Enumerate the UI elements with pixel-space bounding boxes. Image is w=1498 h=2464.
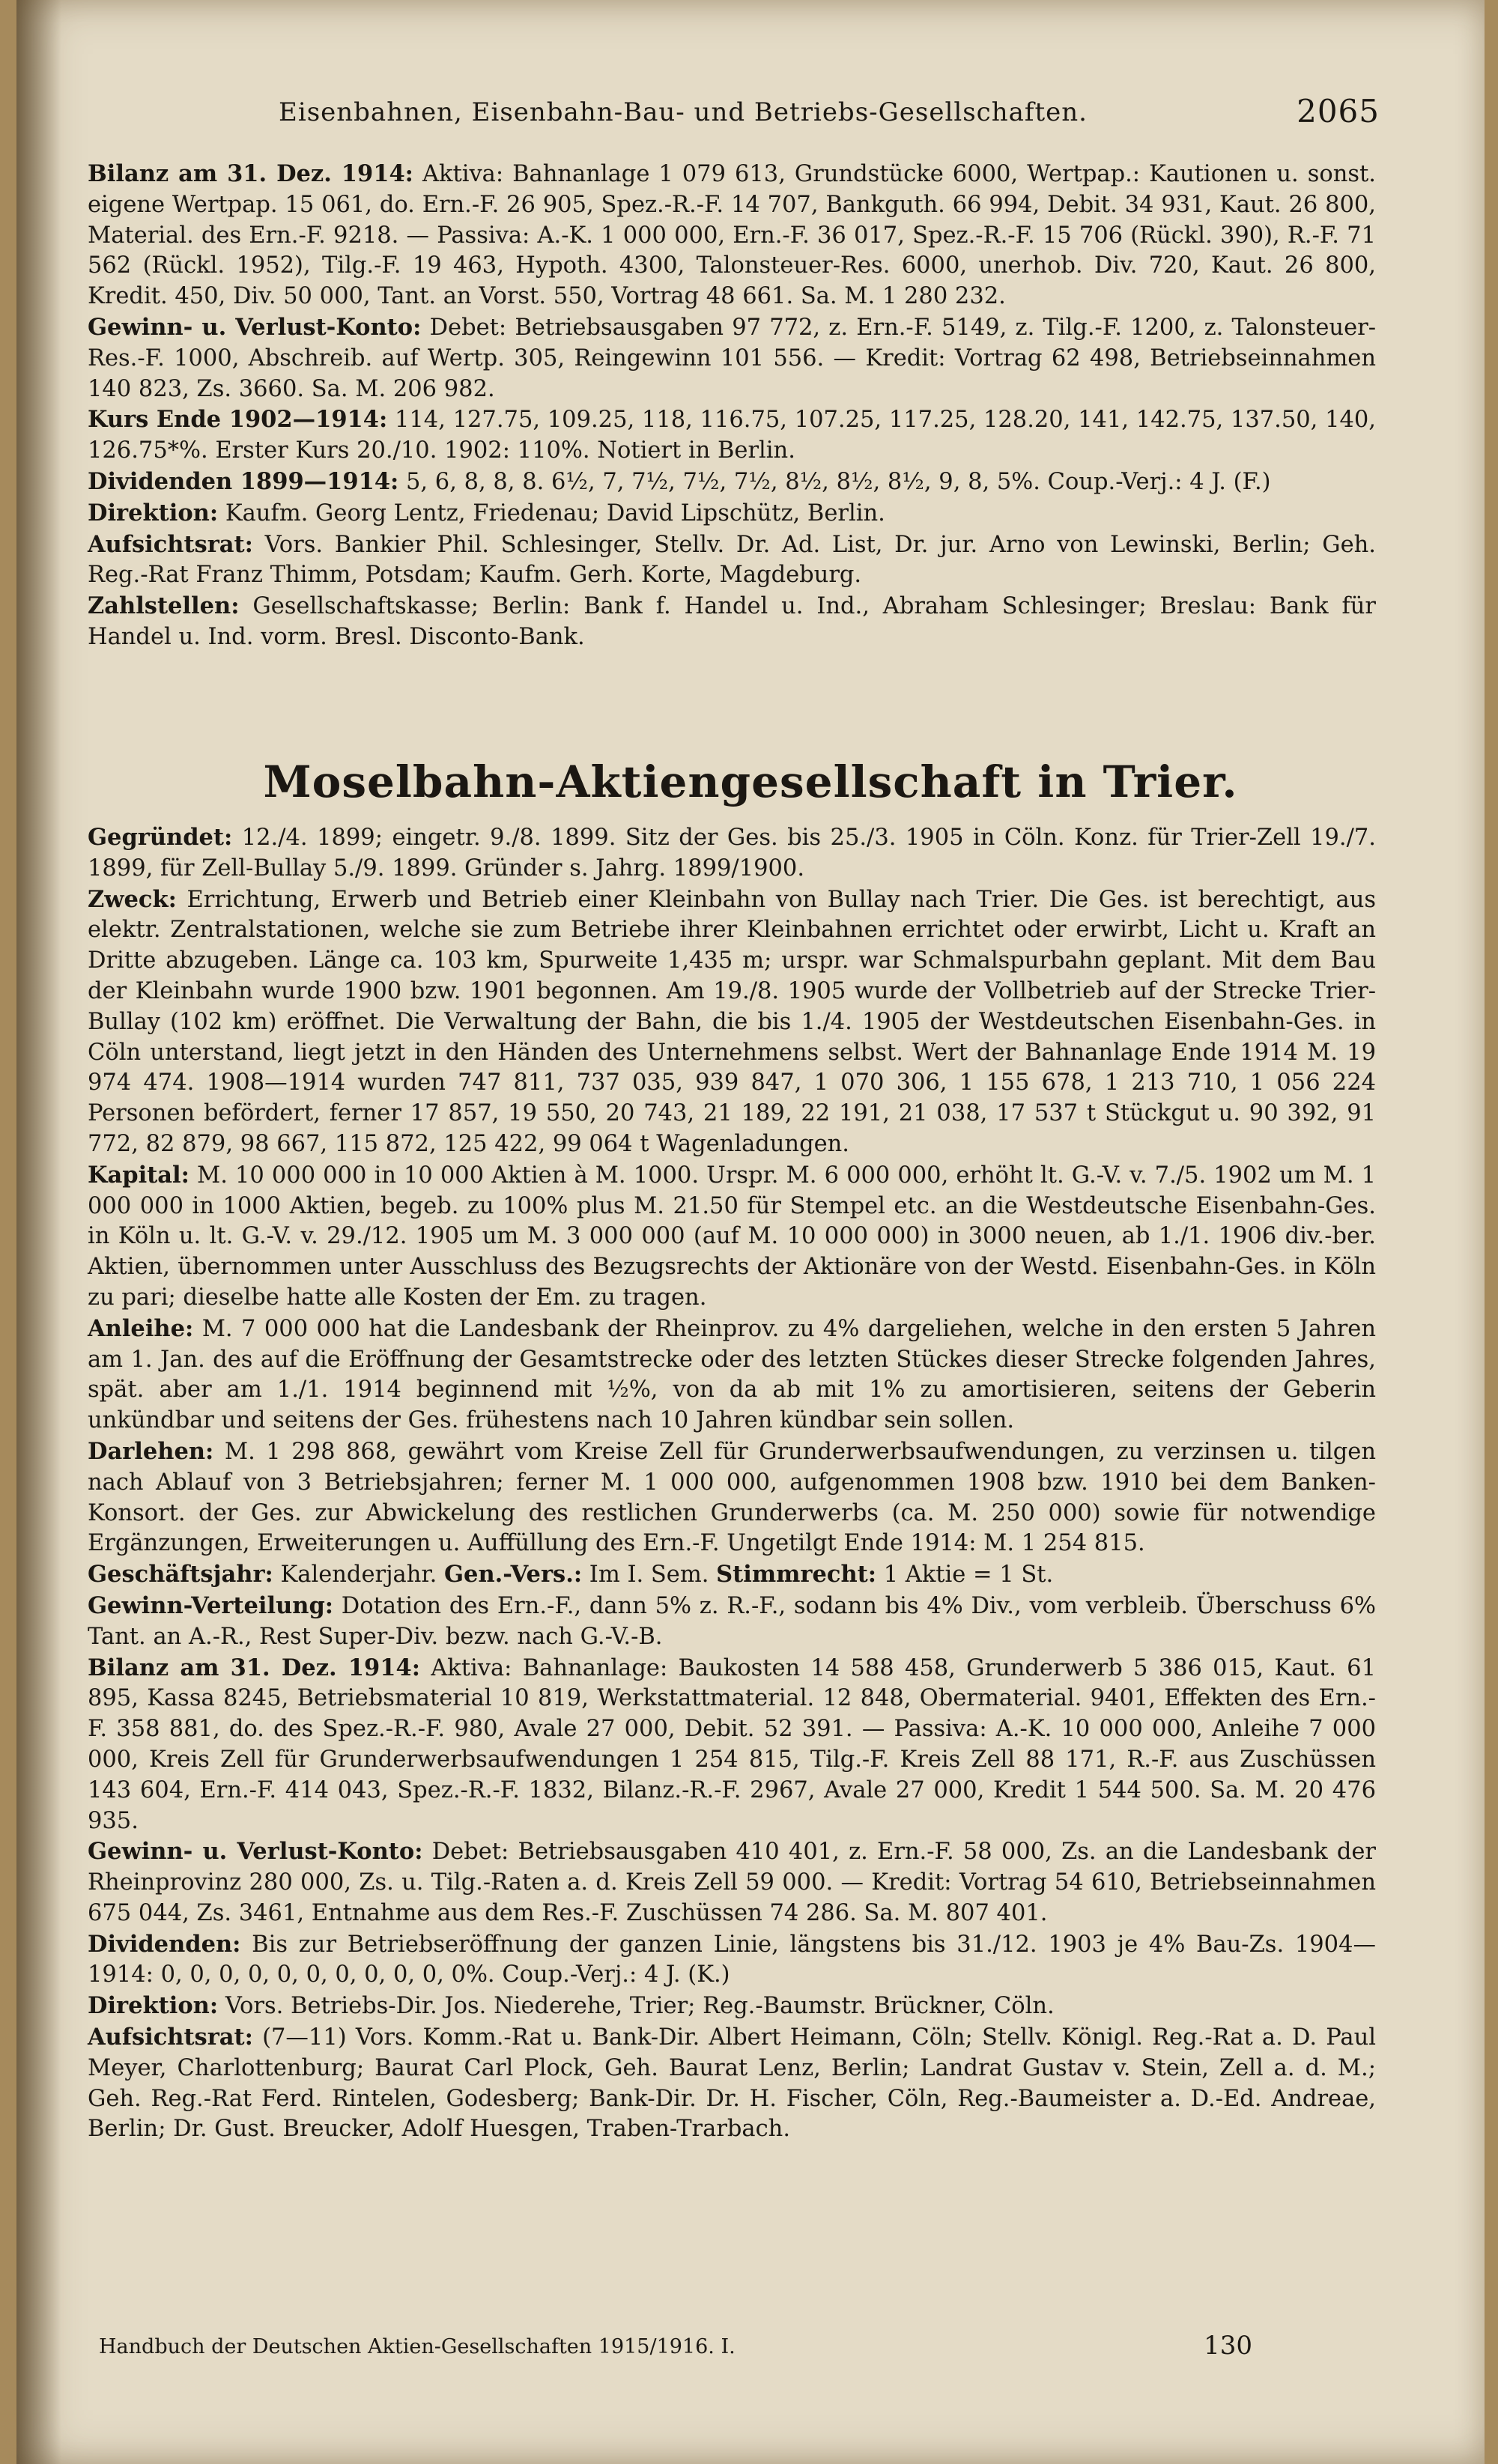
gewinnverteilung-text: Dotation des Ern.-F., dann 5% z. R.-F., sodann bis 4% Div., vom verbleib. Überschuss 6% Tant. an A.-R., Rest Super-Div. bezw. nach G.-V.-B. [88, 1592, 1376, 1650]
aufsichtsrat-label: Aufsichtsrat: [88, 530, 253, 558]
darlehen-paragraph [88, 1436, 1376, 1559]
aufsichtsrat-text: Vors. Bankier Phil. Schlesinger, Stellv. Dr. Ad. List, Dr. jur. Arno von Lewinski, Berlin; Geh. Reg.-Rat Franz Thimm, Potsdam; Kaufm. Gerh. Korte, Magdeburg. [88, 531, 1376, 589]
zweck-paragraph [88, 884, 1376, 1160]
geschaeftsjahr-paragraph [88, 1559, 1376, 1591]
previous-company-entry [88, 159, 1376, 653]
anleihe-label: Anleihe: [88, 1314, 194, 1342]
geschaeftsjahr-label: Geschäftsjahr: [88, 1561, 273, 1588]
kapital-paragraph [88, 1160, 1376, 1314]
bilanz-label: Bilanz am 31. Dez. 1914: [88, 160, 413, 187]
aufsichtsrat2-text: (7—11) Vors. Komm.-Rat u. Bank-Dir. Albert Heimann, Cöln; Stellv. Königl. Reg.-Rat a. D. Paul Meyer, Charlottenburg; Baurat Carl Plock, Geh. Baurat Lenz, Berlin; Landrat Gustav v. Stein, Zell a. d. M.; Geh. Reg.-Rat Ferd. Rintelen, Godesberg; Bank-Dir. Dr. H. Fischer, Cöln, Reg.-Baumeister a. D.-Ed. Andreae, Berlin; Dr. Gust. Breucker, Adolf Huesgen, Traben-Trarbach. [88, 2024, 1376, 2143]
bilanz2-text: Aktiva: Bahnanlage: Baukosten 14 588 458, Grunderwerb 5 386 015, Kaut. 61 895, Kassa 8245, Betriebsmaterial 10 819, Werkstattmaterial. 12 848, Obermaterial. 9401, Effekten des Ern.-F. 358 881, do. des Spez.-R.-F. 980, Avale 27 000, Debit. 52 391. — Passiva: A.-K. 10 000 000, Anleihe 7 000 000, Kreis Zell für Grunderwerbsaufwendungen 1 254 815, Tilg.-F. Kreis Zell 88 171, R.-F. aus Zuschüssen 143 604, Ern.-F. 414 043, Spez.-R.-F. 1832, Bilanz.-R.-F. 2967, Avale 27 000, Kredit 1 544 500. Sa. M. 20 476 935. [88, 1654, 1376, 1834]
aufsichtsrat-paragraph [88, 529, 1376, 592]
darlehen-text: M. 1 298 868, gewährt vom Kreise Zell für Grunderwerbsaufwendungen, zu verzinsen u. tilgen nach Ablauf von 3 Betriebsjahren; ferner M. 1 000 000, aufgenommen 1908 bzw. 1910 bei dem Banken-Konsort. der Ges. zur Abwickelung des restlichen Grunderwerbs (ca. M. 250 000) sowie für notwendige Ergänzungen, Erweiterungen u. Auffüllung des Ern.-F. Ungetilgt Ende 1914: M. 1 254 815. [88, 1438, 1376, 1557]
guv2-text: Debet: Betriebsausgaben 410 401, z. Ern.-F. 58 000, Zs. an die Landesbank der Rheinprovinz 280 000, Zs. u. Tilg.-Raten a. d. Kreis Zell 59 000. — Kredit: Vortrag 54 610, Betriebseinnahmen 675 044, Zs. 3461, Entnahme aus dem Res.-F. Zuschüssen 74 286. Sa. M. 807 401. [88, 1839, 1376, 1926]
kapital-label: Kapital: [88, 1161, 189, 1189]
dividenden2-label: Dividenden: [88, 1930, 241, 1958]
dividenden2-paragraph [88, 1929, 1376, 1991]
company-title: Moselbahn-Aktiengesellschaft in Trier. [263, 756, 1238, 807]
page-number: 2065 [1297, 93, 1380, 130]
gegruendet-paragraph [88, 822, 1376, 884]
gewinn-label: Gewinn- u. Verlust-Konto: [88, 313, 422, 341]
zahlstellen-paragraph [88, 591, 1376, 653]
bilanz-text: Aktiva: Bahnanlage 1 079 613, Grundstücke 6000, Wertpap.: Kautionen u. sonst. eigene Wertpap. 15 061, do. Ern.-F. 26 905, Spez.-R.-F. 14 707, Bankguth. 66 994, Debit. 34 931, Kaut. 26 800, Material. des Ern.-F. 9218. — Passiva: A.-K. 1 000 000, Ern.-F. 36 017, Spez.-R.-F. 15 706 (Rückl. 390), R.-F. 71 562 (Rückl. 1952), Tilg.-F. 19 463, Hypoth. 4300, Talonsteuer-Res. 6000, unerhob. Div. 720, Kaut. 26 800, Kredit. 450, Div. 50 000, Tant. an Vorst. 550, Vortrag 48 661. Sa. M. 1 280 232. [88, 161, 1376, 310]
guv2-paragraph [88, 1836, 1376, 1929]
stimmrecht-text: 1 Aktie = 1 St. [883, 1562, 1054, 1588]
bilanz2-paragraph [88, 1653, 1376, 1837]
genvers-label: Gen.-Vers.: [444, 1561, 583, 1588]
gewinnverteilung-paragraph [88, 1591, 1376, 1653]
page-header [181, 88, 1380, 133]
running-title: Eisenbahnen, Eisenbahn-Bau- und Betriebs-Gesellschaften. [279, 97, 1088, 127]
genvers-text: Im I. Sem. [589, 1562, 709, 1588]
direktion2-paragraph [88, 1991, 1376, 2022]
direktion-label: Direktion: [88, 499, 219, 527]
direktion-text: Kaufm. Georg Lentz, Friedenau; David Lipschütz, Berlin. [225, 500, 885, 527]
kurs-text: 114, 127.75, 109.25, 118, 116.75, 107.25, 117.25, 128.20, 141, 142.75, 137.50, 140, 126.75*%. Erster Kurs 20./10. 1902: 110%. Notiert in Berlin. [88, 407, 1376, 464]
dividenden2-text: Bis zur Betriebseröffnung der ganzen Linie, längstens bis 31./12. 1903 je 4% Bau-Zs. 1904—1914: 0, 0, 0, 0, 0, 0, 0, 0, 0, 0, 0%. Coup.-Verj.: 4 J. (K.) [88, 1931, 1376, 1988]
anleihe-paragraph [88, 1314, 1376, 1436]
anleihe-text: M. 7 000 000 hat die Landesbank der Rheinprov. zu 4% dargeliehen, welche in den ersten 5 Jahren am 1. Jan. des auf die Eröffnung der Gesamtstrecke oder des letzten Stückes dieser Strecke folgenden Jahres, spät. aber am 1./1. 1914 beginnend mit ½%, von da ab mit 1% zu amortisieren, seitens der Geberin unkündbar und seitens der Ges. frühestens nach 10 Jahren kündbar sein sollen. [88, 1315, 1376, 1434]
kurs-paragraph [88, 404, 1376, 467]
moselbahn-entry [88, 822, 1376, 2145]
aufsichtsrat2-label: Aufsichtsrat: [88, 2024, 253, 2051]
page [16, 0, 1485, 2464]
dividenden-text: 5, 6, 8, 8, 8. 6½, 7, 7½, 7½, 7½, 8½, 8½, 8½, 9, 8, 5%. Coup.-Verj.: 4 J. (F.) [406, 468, 1271, 495]
guv2-label: Gewinn- u. Verlust-Konto: [88, 1838, 423, 1866]
spine-shadow [16, 0, 61, 2464]
gegruendet-label: Gegründet: [88, 824, 233, 851]
darlehen-label: Darlehen: [88, 1437, 214, 1465]
dividenden-paragraph [88, 467, 1376, 498]
dividenden-label: Dividenden 1899—1914: [88, 467, 399, 495]
footer-sheet-number: 130 [1204, 2331, 1252, 2361]
zweck-label: Zweck: [88, 885, 177, 913]
geschaeftsjahr-text: Kalenderjahr. [280, 1562, 437, 1588]
footer-book-title: Handbuch der Deutschen Aktien-Gesellschaften 1915/1916. I. [99, 2335, 736, 2358]
kurs-label: Kurs Ende 1902—1914: [88, 406, 388, 434]
direktion-paragraph [88, 498, 1376, 529]
bilanz2-label: Bilanz am 31. Dez. 1914: [88, 1654, 420, 1681]
kapital-text: M. 10 000 000 in 10 000 Aktien à M. 1000. Urspr. M. 6 000 000, erhöht lt. G.-V. v. 7./5. 1902 um M. 1 000 000 in 1000 Aktien, begeb. zu 100% plus M. 21.50 für Stempel etc. an die Westdeutsche Eisenbahn-Ges. in Köln u. lt. G.-V. v. 29./12. 1905 um M. 3 000 000 (auf M. 10 000 000) in 3000 neuen, ab 1./1. 1906 div.-ber. Aktien, übernommen unter Ausschluss des Bezugsrechts der Aktionäre von der Westd. Eisenbahn-Ges. in Köln zu pari; dieselbe hatte alle Kosten der Em. zu tragen. [88, 1162, 1377, 1311]
zahlstellen-label: Zahlstellen: [88, 592, 240, 620]
gegruendet-text: 12./4. 1899; eingetr. 9./8. 1899. Sitz der Ges. bis 25./3. 1905 in Cöln. Konz. für Trier-Zell 19./7. 1899, für Zell-Bullay 5./9. 1899. Gründer s. Jahrg. 1899/1900. [88, 825, 1376, 881]
gewinn-paragraph [88, 312, 1376, 404]
zahlstellen-text: Gesellschaftskasse; Berlin: Bank f. Handel u. Ind., Abraham Schlesinger; Breslau: Bank für Handel u. Ind. vorm. Bresl. Disconto-Bank. [88, 593, 1376, 650]
gewinn-text: Debet: Betriebsausgaben 97 772, z. Ern.-F. 5149, z. Tilg.-F. 1200, z. Talonsteuer-Res.-F. 1000, Abschreib. auf Wertp. 305, Reingewinn 101 556. — Kredit: Vortrag 62 498, Betriebseinnahmen 140 823, Zs. 3660. Sa. M. 206 982. [88, 314, 1376, 402]
zweck-text: Errichtung, Erwerb und Betrieb einer Kleinbahn von Bullay nach Trier. Die Ges. ist berechtigt, aus elektr. Zentralstationen, welche sie zum Betriebe ihrer Kleinbahnen errichtet oder erwirbt, Licht u. Kraft an Dritte abzugeben. Länge ca. 103 km, Spurweite 1,435 m; urspr. war Schmalspurbahn geplant. Mit dem Bau der Kleinbahn wurde 1900 bzw. 1901 begonnen. Am 19./8. 1905 wurde der Vollbetrieb auf der Strecke Trier-Bullay (102 km) eröffnet. Die Verwaltung der Bahn, die bis 1./4. 1905 der Westdeutschen Eisenbahn-Ges. in Cöln unterstand, liegt jetzt in den Händen des Unternehmens selbst. Wert der Bahnanlage Ende 1914 M. 19 974 474. 1908—1914 wurden 747 811, 737 035, 939 847, 1 070 306, 1 155 678, 1 213 710, 1 056 224 Personen befördert, ferner 17 857, 19 550, 20 743, 21 189, 22 191, 21 038, 17 537 t Stückgut u. 90 392, 91 772, 82 879, 98 667, 115 872, 125 422, 99 064 t Wagenladungen. [88, 886, 1376, 1157]
bilanz-paragraph [88, 159, 1376, 312]
gewinnverteilung-label: Gewinn-Verteilung: [88, 1591, 334, 1619]
aufsichtsrat2-paragraph [88, 2022, 1376, 2145]
direktion2-text: Vors. Betriebs-Dir. Jos. Niederehe, Trier; Reg.-Baumstr. Brückner, Cöln. [225, 1993, 1055, 2020]
direktion2-label: Direktion: [88, 1992, 219, 2020]
stimmrecht-label: Stimmrecht: [716, 1561, 876, 1588]
